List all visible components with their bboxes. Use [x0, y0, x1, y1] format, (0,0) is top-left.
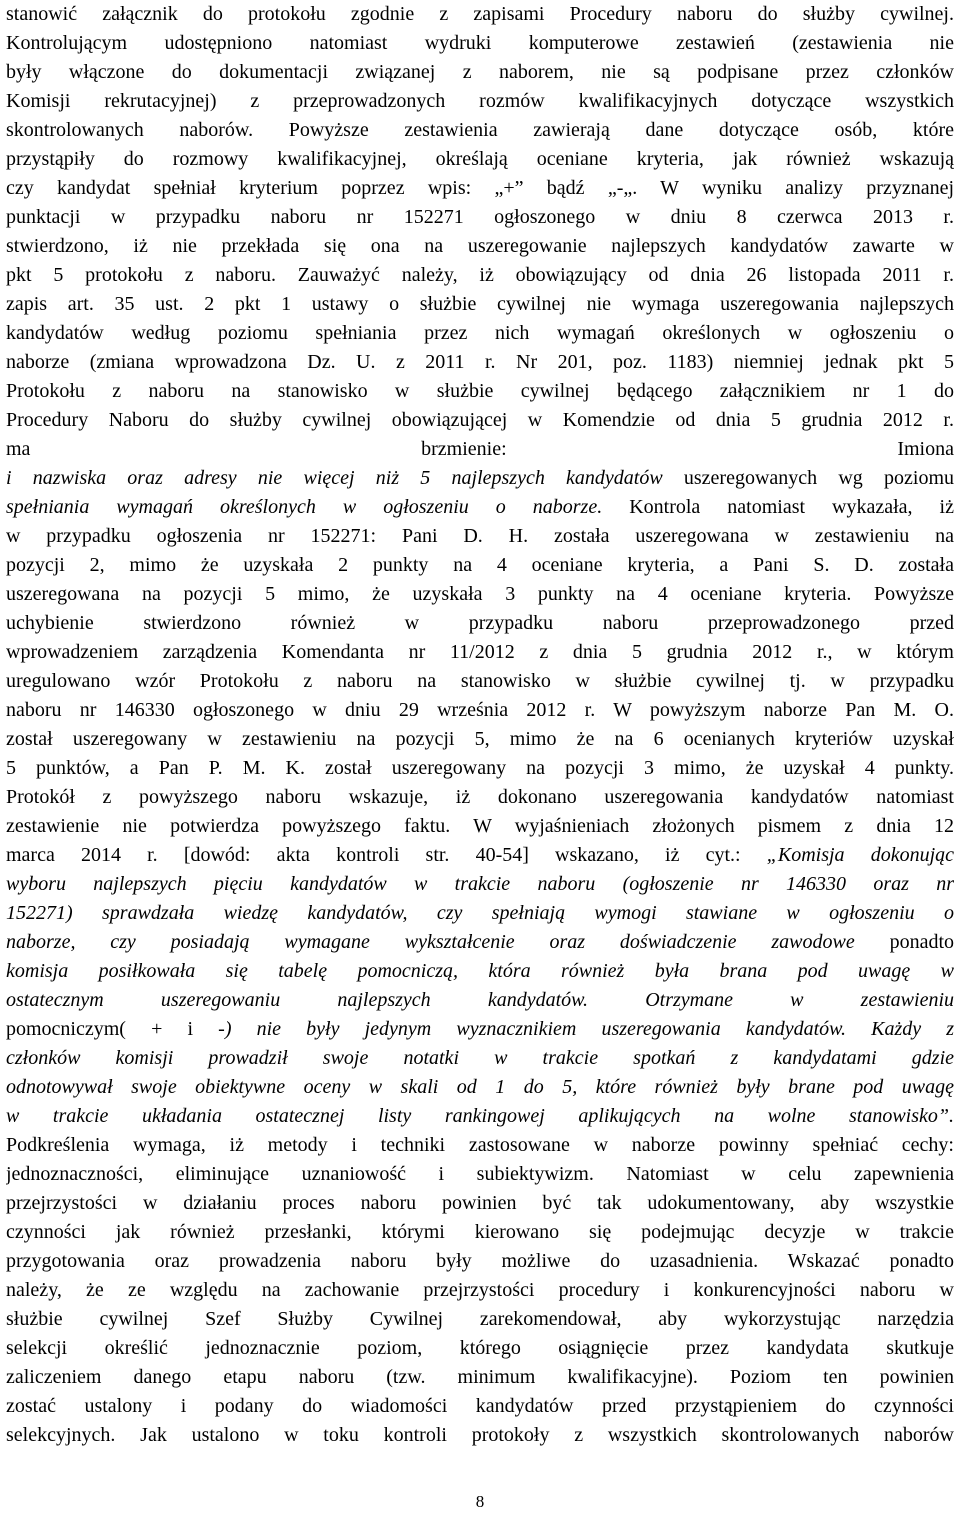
- line-text: Protokołu z naboru na stanowisko w służbie cywilnej będącego załącznikiem nr 1 do: [6, 380, 954, 402]
- line-text: uszeregowanych wg poziomu: [662, 467, 954, 489]
- text-line: [6, 1044, 954, 1073]
- text-line: [6, 261, 954, 290]
- text-line: [6, 1189, 954, 1218]
- line-text: służbie cywilnej Szef Służby Cywilnej zarekomendował, aby wykorzystując narzędzia: [6, 1308, 954, 1330]
- text-line: [6, 957, 954, 986]
- line-text: Procedury Naboru do służby cywilnej obowiązującej w Komendzie od dnia 5 grudnia 2012 r.: [6, 409, 954, 431]
- line-text: uchybienie stwierdzono również w przypadku naboru przeprowadzonego przed: [6, 612, 954, 634]
- line-text: marca 2014 r. [dowód: akta kontroli str. 40-54] wskazano, iż cyt.:: [6, 844, 767, 866]
- text-line: [6, 1305, 954, 1334]
- line-text: przygotowania oraz prowadzenia naboru były możliwe do uzasadnienia. Wskazać ponadto: [6, 1250, 954, 1272]
- line-text: przejrzystości w działaniu proces naboru powinien być tak udokumentowany, aby wszystkie: [6, 1192, 954, 1214]
- text-line: [6, 609, 954, 638]
- text-line: [6, 1421, 954, 1450]
- text-line: [6, 899, 954, 928]
- line-text: zestawienie nie potwierdza powyższego faktu. W wyjaśnieniach złożonych pismem z dnia 12: [6, 815, 954, 837]
- italic-quote-text: i nazwiska oraz adresy nie więcej niż 5 najlepszych kandydatów: [6, 467, 663, 489]
- line-text: pkt 5 protokołu z naboru. Zauważyć należy, iż obowiązujący od dnia 26 listopada 2011 r.: [6, 264, 954, 286]
- line-text: stwierdzono, iż nie przekłada się ona na uszeregowanie najlepszych kandydatów zawarte w: [6, 235, 954, 257]
- line-text: Podkreślenia wymaga, iż metody i techniki zastosowane w naborze powinny spełniać cechy:: [6, 1134, 954, 1156]
- italic-quote-text: 152271) sprawdzała wiedzę kandydatów, czy spełniają wymogi stawiane w ogłoszeniu o: [6, 902, 954, 924]
- line-text: punktacji w przypadku naboru nr 152271 ogłoszonego w dniu 8 czerwca 2013 r.: [6, 206, 954, 228]
- text-line: [6, 1015, 954, 1044]
- line-text: naborze (zmiana wprowadzona Dz. U. z 2011 r. Nr 201, poz. 1183) niemniej jednak pkt 5: [6, 351, 954, 373]
- line-text: naboru nr 146330 ogłoszonego w dniu 29 września 2012 r. W powyższym naborze Pan M. O.: [6, 699, 954, 721]
- italic-quote-text: odnotowywał swoje obiektywne oceny w skali od 1 do 5, które również były brane pod uwagę: [6, 1076, 954, 1098]
- line-text: 5 punktów, a Pan P. M. K. został uszeregowany na pozycji 3 mimo, że uzyskał 4 punkty.: [6, 757, 954, 779]
- line-text: stanowić załącznik do protokołu zgodnie z zapisami Procedury naboru do służby cywilnej.: [6, 3, 954, 25]
- text-line: [6, 986, 954, 1015]
- text-line: [6, 754, 954, 783]
- text-line: [6, 1334, 954, 1363]
- text-line: [6, 725, 954, 754]
- line-text: były włączone do dokumentacji związanej z naborem, nie są podpisane przez członków: [6, 61, 954, 83]
- text-line: [6, 1131, 954, 1160]
- line-text: Komisji rekrutacyjnej) z przeprowadzonych rozmów kwalifikacyjnych dotyczące wszystkich: [6, 90, 954, 112]
- line-text: Kontrola natomiast wykazała, iż: [602, 496, 954, 518]
- text-line: [6, 551, 954, 580]
- text-line: [6, 493, 954, 522]
- line-text: pomocniczym( + i: [6, 1018, 219, 1040]
- italic-quote-text: w trakcie układania ostatecznej listy rankingowej aplikujących na wolne stanowisko”.: [6, 1105, 954, 1127]
- text-line: [6, 464, 954, 493]
- line-text: kandydatów według poziomu spełniania przez nich wymagań określonych w ogłoszeniu o: [6, 322, 954, 344]
- line-text: zostać ustalony i podany do wiadomości kandydatów przed przystąpieniem do czynności: [6, 1395, 954, 1417]
- text-line: [6, 319, 954, 348]
- line-text: Protokół z powyższego naboru wskazuje, iż dokonano uszeregowania kandydatów natomiast: [6, 786, 954, 808]
- italic-quote-text: spełniania wymagań określonych w ogłoszeniu o naborze.: [6, 496, 603, 518]
- document-body: [6, 0, 954, 1450]
- line-text: został uszeregowany w zestawieniu na pozycji 5, mimo że na 6 ocenianych kryteriów uzyskał: [6, 728, 954, 750]
- line-text: ponadto: [854, 931, 954, 953]
- text-line: [6, 580, 954, 609]
- text-line: [6, 841, 954, 870]
- text-line: [6, 58, 954, 87]
- italic-quote-text: wyboru najlepszych pięciu kandydatów w trakcie naboru (ogłoszenie nr 146330 oraz nr: [6, 873, 954, 895]
- page-number: 8: [475, 1492, 485, 1511]
- text-line: [6, 232, 954, 261]
- text-line: [6, 377, 954, 406]
- line-text: Kontrolującym udostępniono natomiast wydruki komputerowe zestawień (zestawienia nie: [6, 32, 954, 54]
- text-line: [6, 1276, 954, 1305]
- text-line: [6, 290, 954, 319]
- italic-quote-text: komisja posiłkowała się tabelę pomocniczą, która również była brana pod uwagę w: [6, 960, 954, 982]
- line-text: w przypadku ogłoszenia nr 152271: Pani D. H. została uszeregowana w zestawieniu na: [6, 525, 954, 547]
- text-line: [6, 1218, 954, 1247]
- text-line: [6, 0, 954, 29]
- text-line: [6, 1363, 954, 1392]
- line-text: pozycji 2, mimo że uzyskała 2 punkty na 4 oceniane kryteria, a Pani S. D. została: [6, 554, 954, 576]
- text-line: [6, 348, 954, 377]
- line-text: czynności jak również przesłanki, którymi kierowano się podejmując decyzje w trakcie: [6, 1221, 954, 1243]
- line-text: ma brzmienie: Imiona: [6, 438, 954, 460]
- italic-quote-text: „Komisja dokonując: [766, 844, 954, 866]
- text-line: [6, 1247, 954, 1276]
- text-line: [6, 522, 954, 551]
- text-line: [6, 696, 954, 725]
- text-line: [6, 435, 954, 464]
- line-text: należy, że ze względu na zachowanie przejrzystości procedury i konkurencyjności naboru w: [6, 1279, 954, 1301]
- text-line: [6, 667, 954, 696]
- text-line: [6, 638, 954, 667]
- italic-quote-text: ostatecznym uszeregowaniu najlepszych kandydatów. Otrzymane w zestawieniu: [6, 989, 954, 1011]
- text-line: [6, 870, 954, 899]
- line-text: jednoznaczności, eliminujące uznaniowość i subiektywizm. Natomiast w celu zapewnienia: [6, 1163, 954, 1185]
- line-text: zapis art. 35 ust. 2 pkt 1 ustawy o służbie cywilnej nie wymaga uszeregowania najlepszych: [6, 293, 954, 315]
- text-line: [6, 1073, 954, 1102]
- text-line: [6, 174, 954, 203]
- line-text: wprowadzeniem zarządzenia Komendanta nr 11/2012 z dnia 5 grudnia 2012 r., w którym: [6, 641, 954, 663]
- text-line: [6, 406, 954, 435]
- italic-quote-text: naborze, czy posiadają wymagane wykształcenie oraz doświadczenie zawodowe: [6, 931, 855, 953]
- text-line: [6, 812, 954, 841]
- text-line: [6, 203, 954, 232]
- line-text: uszeregowana na pozycji 5 mimo, że uzyskała 3 punkty na 4 oceniane kryteria. Powyższe: [6, 583, 954, 605]
- text-line: [6, 928, 954, 957]
- text-line: [6, 87, 954, 116]
- text-line: [6, 116, 954, 145]
- line-text: uregulowano wzór Protokołu z naboru na stanowisko w służbie cywilnej tj. w przypadku: [6, 670, 954, 692]
- line-text: czy kandydat spełniał kryterium poprzez wpis: „+” bądź „-„. W wyniku analizy przyznanej: [6, 177, 954, 199]
- text-line: [6, 783, 954, 812]
- text-line: [6, 145, 954, 174]
- text-line: [6, 1392, 954, 1421]
- italic-quote-text: -) nie były jedynym wyznacznikiem uszeregowania kandydatów. Każdy z: [218, 1018, 954, 1040]
- text-line: [6, 1102, 954, 1131]
- line-text: zaliczeniem danego etapu naboru (tzw. minimum kwalifikacyjne). Poziom ten powinien: [6, 1366, 954, 1388]
- line-text: skontrolowanych naborów. Powyższe zestawienia zawierają dane dotyczące osób, które: [6, 119, 954, 141]
- text-line: [6, 29, 954, 58]
- italic-quote-text: członków komisji prowadził swoje notatki w trakcie spotkań z kandydatami gdzie: [6, 1047, 954, 1069]
- text-line: [6, 1160, 954, 1189]
- line-text: selekcji określić jednoznacznie poziom, którego osiągnięcie przez kandydata skutkuje: [6, 1337, 954, 1359]
- line-text: przystąpiły do rozmowy kwalifikacyjnej, określają oceniane kryteria, jak również wskazują: [6, 148, 954, 170]
- line-text: selekcyjnych. Jak ustalono w toku kontroli protokoły z wszystkich skontrolowanych naborów: [6, 1424, 954, 1446]
